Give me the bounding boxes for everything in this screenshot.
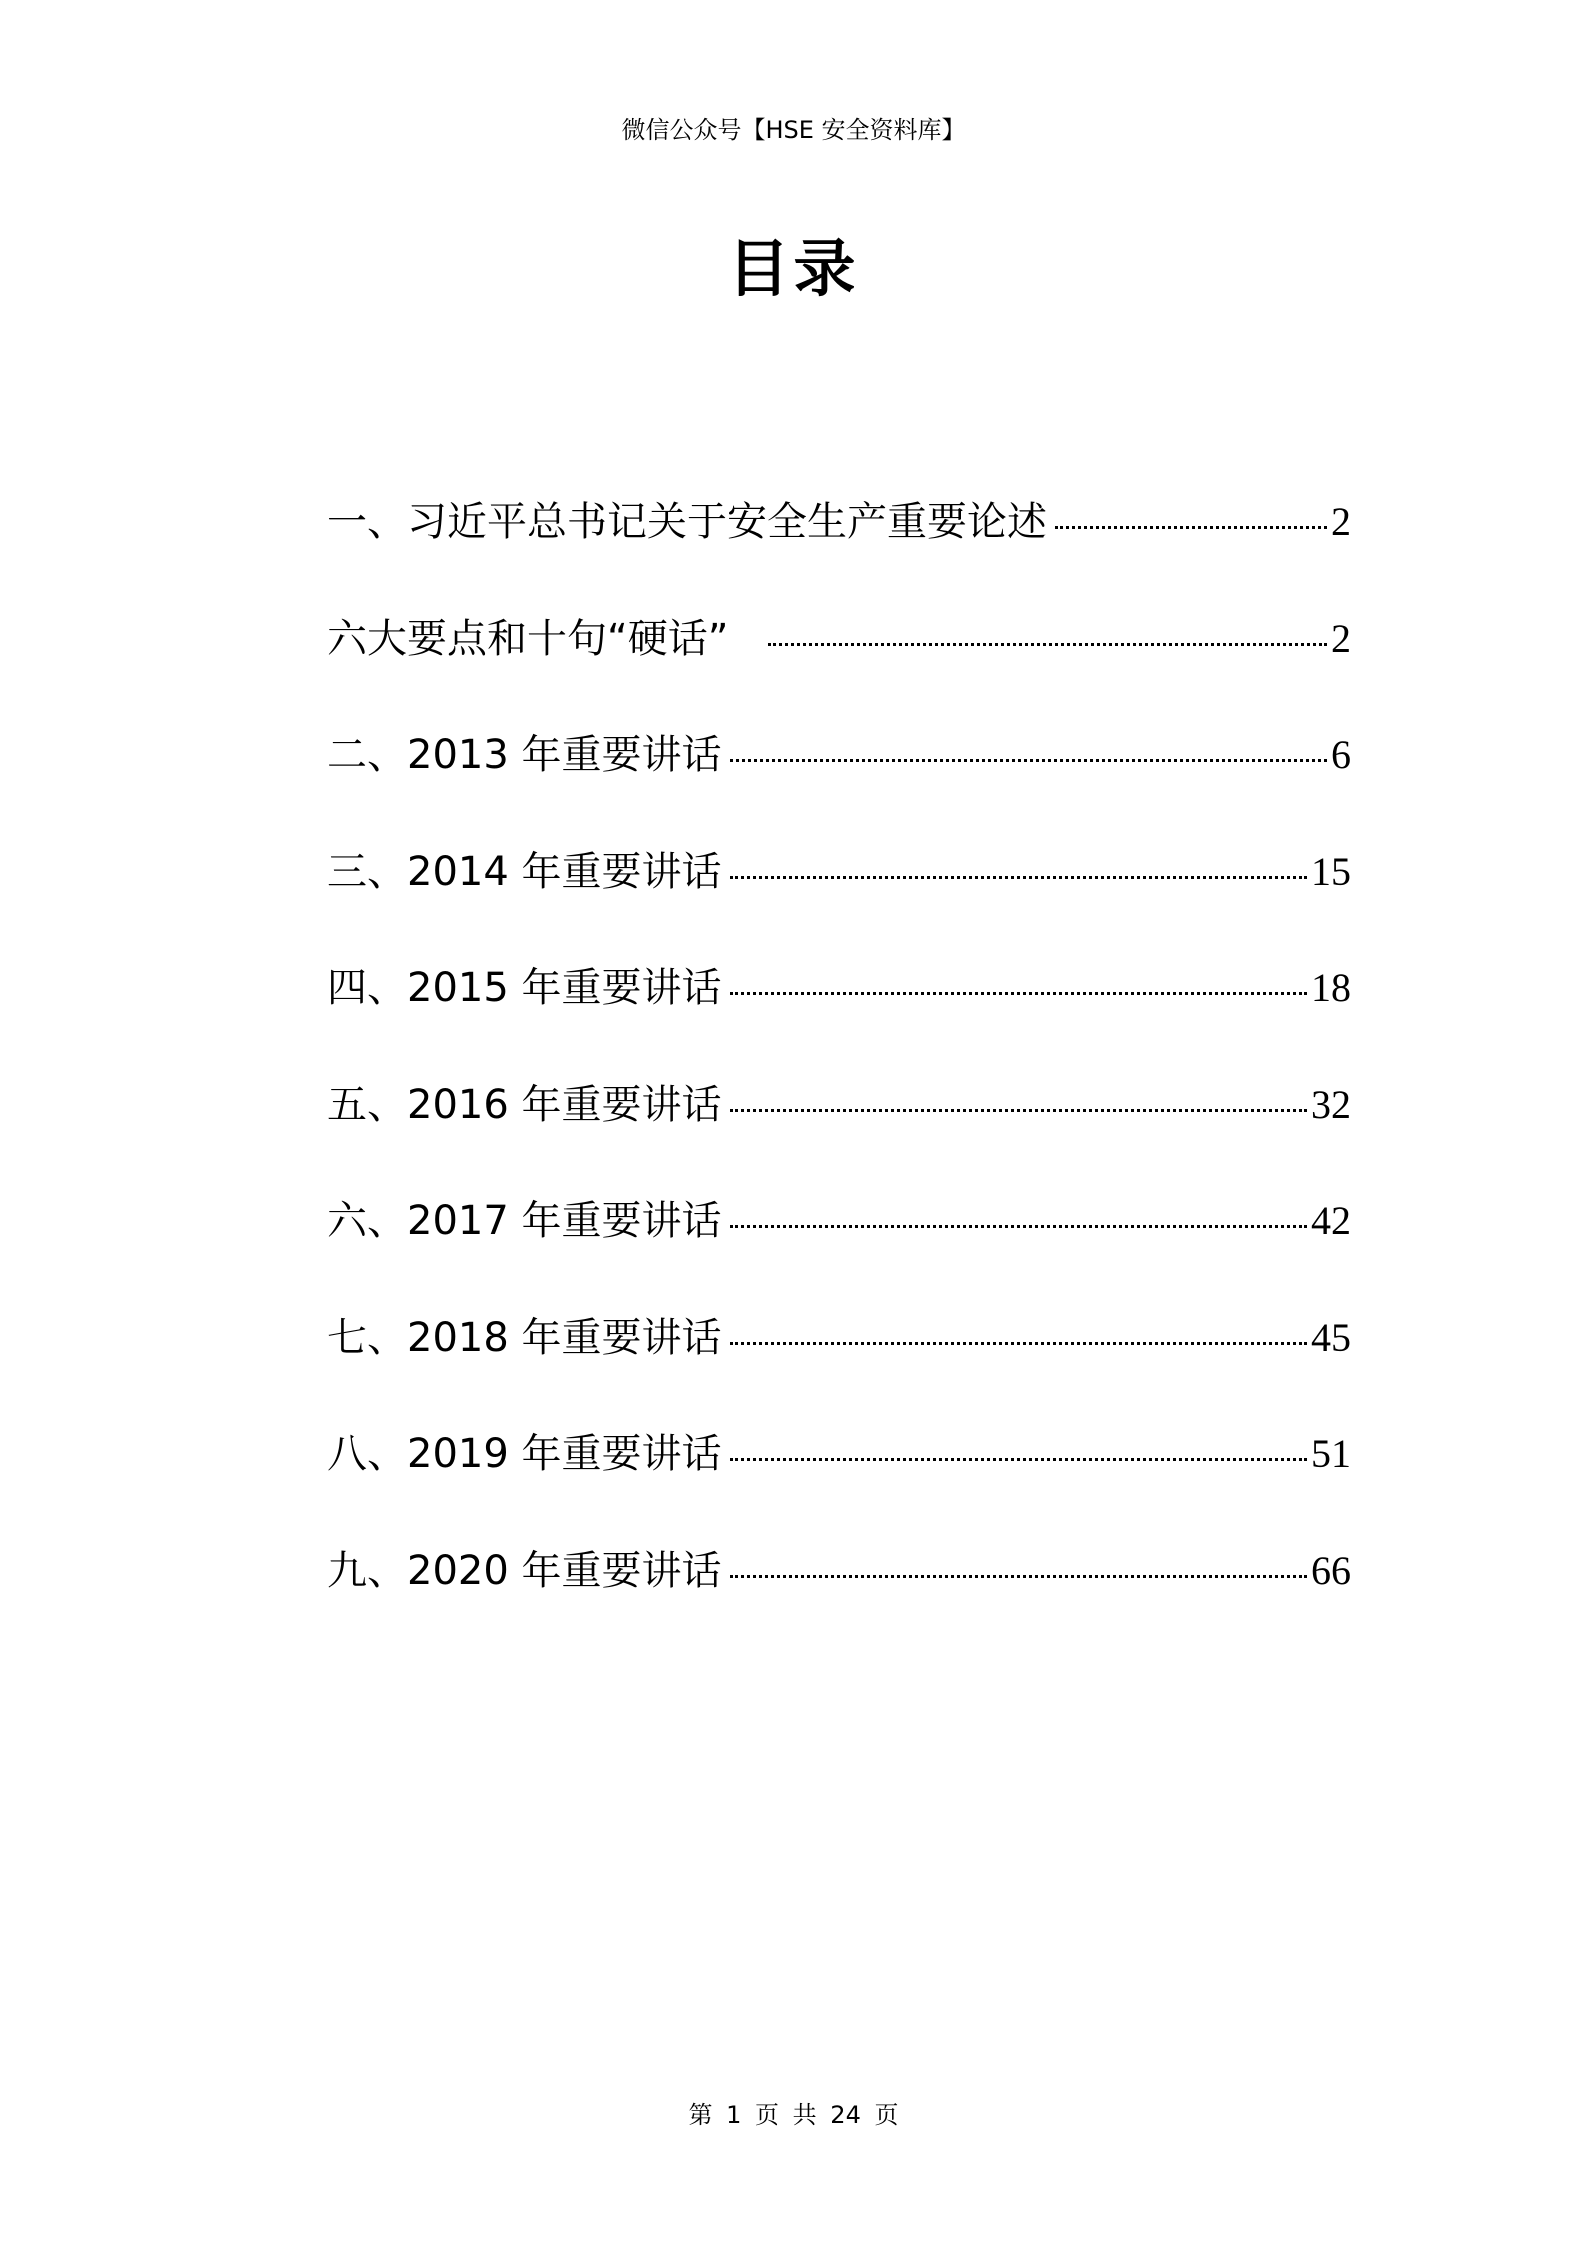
toc-entry-label: 四、2015 年重要讲话	[327, 965, 722, 1011]
page-header: 微信公众号【HSE 安全资料库】	[621, 116, 966, 144]
toc-entry-page-number: 2	[1331, 499, 1351, 544]
toc-entry-label: 三、2014 年重要讲话	[327, 848, 722, 895]
toc-dot-leader	[1055, 526, 1327, 529]
toc-entry-page-number: 45	[1311, 1314, 1351, 1360]
toc-dot-leader	[730, 1458, 1307, 1461]
toc-entry-page-number: 32	[1311, 1081, 1351, 1127]
toc-entry[interactable]	[327, 950, 1351, 1067]
toc-entry-page-number: 42	[1311, 1198, 1351, 1243]
table-of-contents	[327, 484, 1351, 1649]
toc-entry-page-number: 15	[1311, 848, 1351, 894]
toc-entry-label: 一、习近平总书记关于安全生产重要论述	[327, 499, 1047, 545]
toc-entry-label: 五、2016 年重要讲话	[327, 1081, 722, 1128]
toc-entry-page-number: 2	[1331, 615, 1351, 661]
toc-dot-leader	[730, 992, 1307, 995]
toc-dot-leader	[730, 876, 1307, 879]
toc-entry-page-number: 6	[1331, 732, 1351, 777]
toc-entry-page-number: 66	[1311, 1547, 1351, 1593]
toc-entry[interactable]	[327, 1067, 1351, 1184]
toc-entry[interactable]	[327, 1300, 1351, 1417]
toc-entry[interactable]	[327, 717, 1351, 834]
toc-entry-label: 六、2017 年重要讲话	[327, 1198, 722, 1244]
toc-entry-label: 六大要点和十句“硬话”	[327, 615, 729, 662]
toc-entry-page-number: 18	[1311, 965, 1351, 1010]
toc-entry-label: 二、2013 年重要讲话	[327, 732, 722, 778]
toc-entry-label: 九、2020 年重要讲话	[327, 1547, 722, 1594]
toc-entry-label: 八、2019 年重要讲话	[327, 1431, 722, 1477]
toc-dot-leader	[768, 643, 1327, 646]
toc-entry[interactable]	[327, 1416, 1351, 1533]
toc-entry[interactable]	[327, 1183, 1351, 1300]
toc-entry[interactable]	[327, 834, 1351, 951]
toc-dot-leader	[730, 1575, 1307, 1578]
toc-entry[interactable]	[327, 601, 1351, 718]
toc-dot-leader	[730, 759, 1327, 762]
toc-entry-page-number: 51	[1311, 1431, 1351, 1476]
toc-dot-leader	[730, 1225, 1307, 1228]
toc-dot-leader	[730, 1109, 1307, 1112]
toc-entry[interactable]	[327, 1533, 1351, 1650]
toc-dot-leader	[730, 1342, 1307, 1345]
page-footer: 第 1 页 共 24 页	[688, 2101, 899, 2129]
toc-entry-label: 七、2018 年重要讲话	[327, 1314, 722, 1361]
page-title: 目录	[727, 232, 860, 305]
toc-entry[interactable]	[327, 484, 1351, 601]
